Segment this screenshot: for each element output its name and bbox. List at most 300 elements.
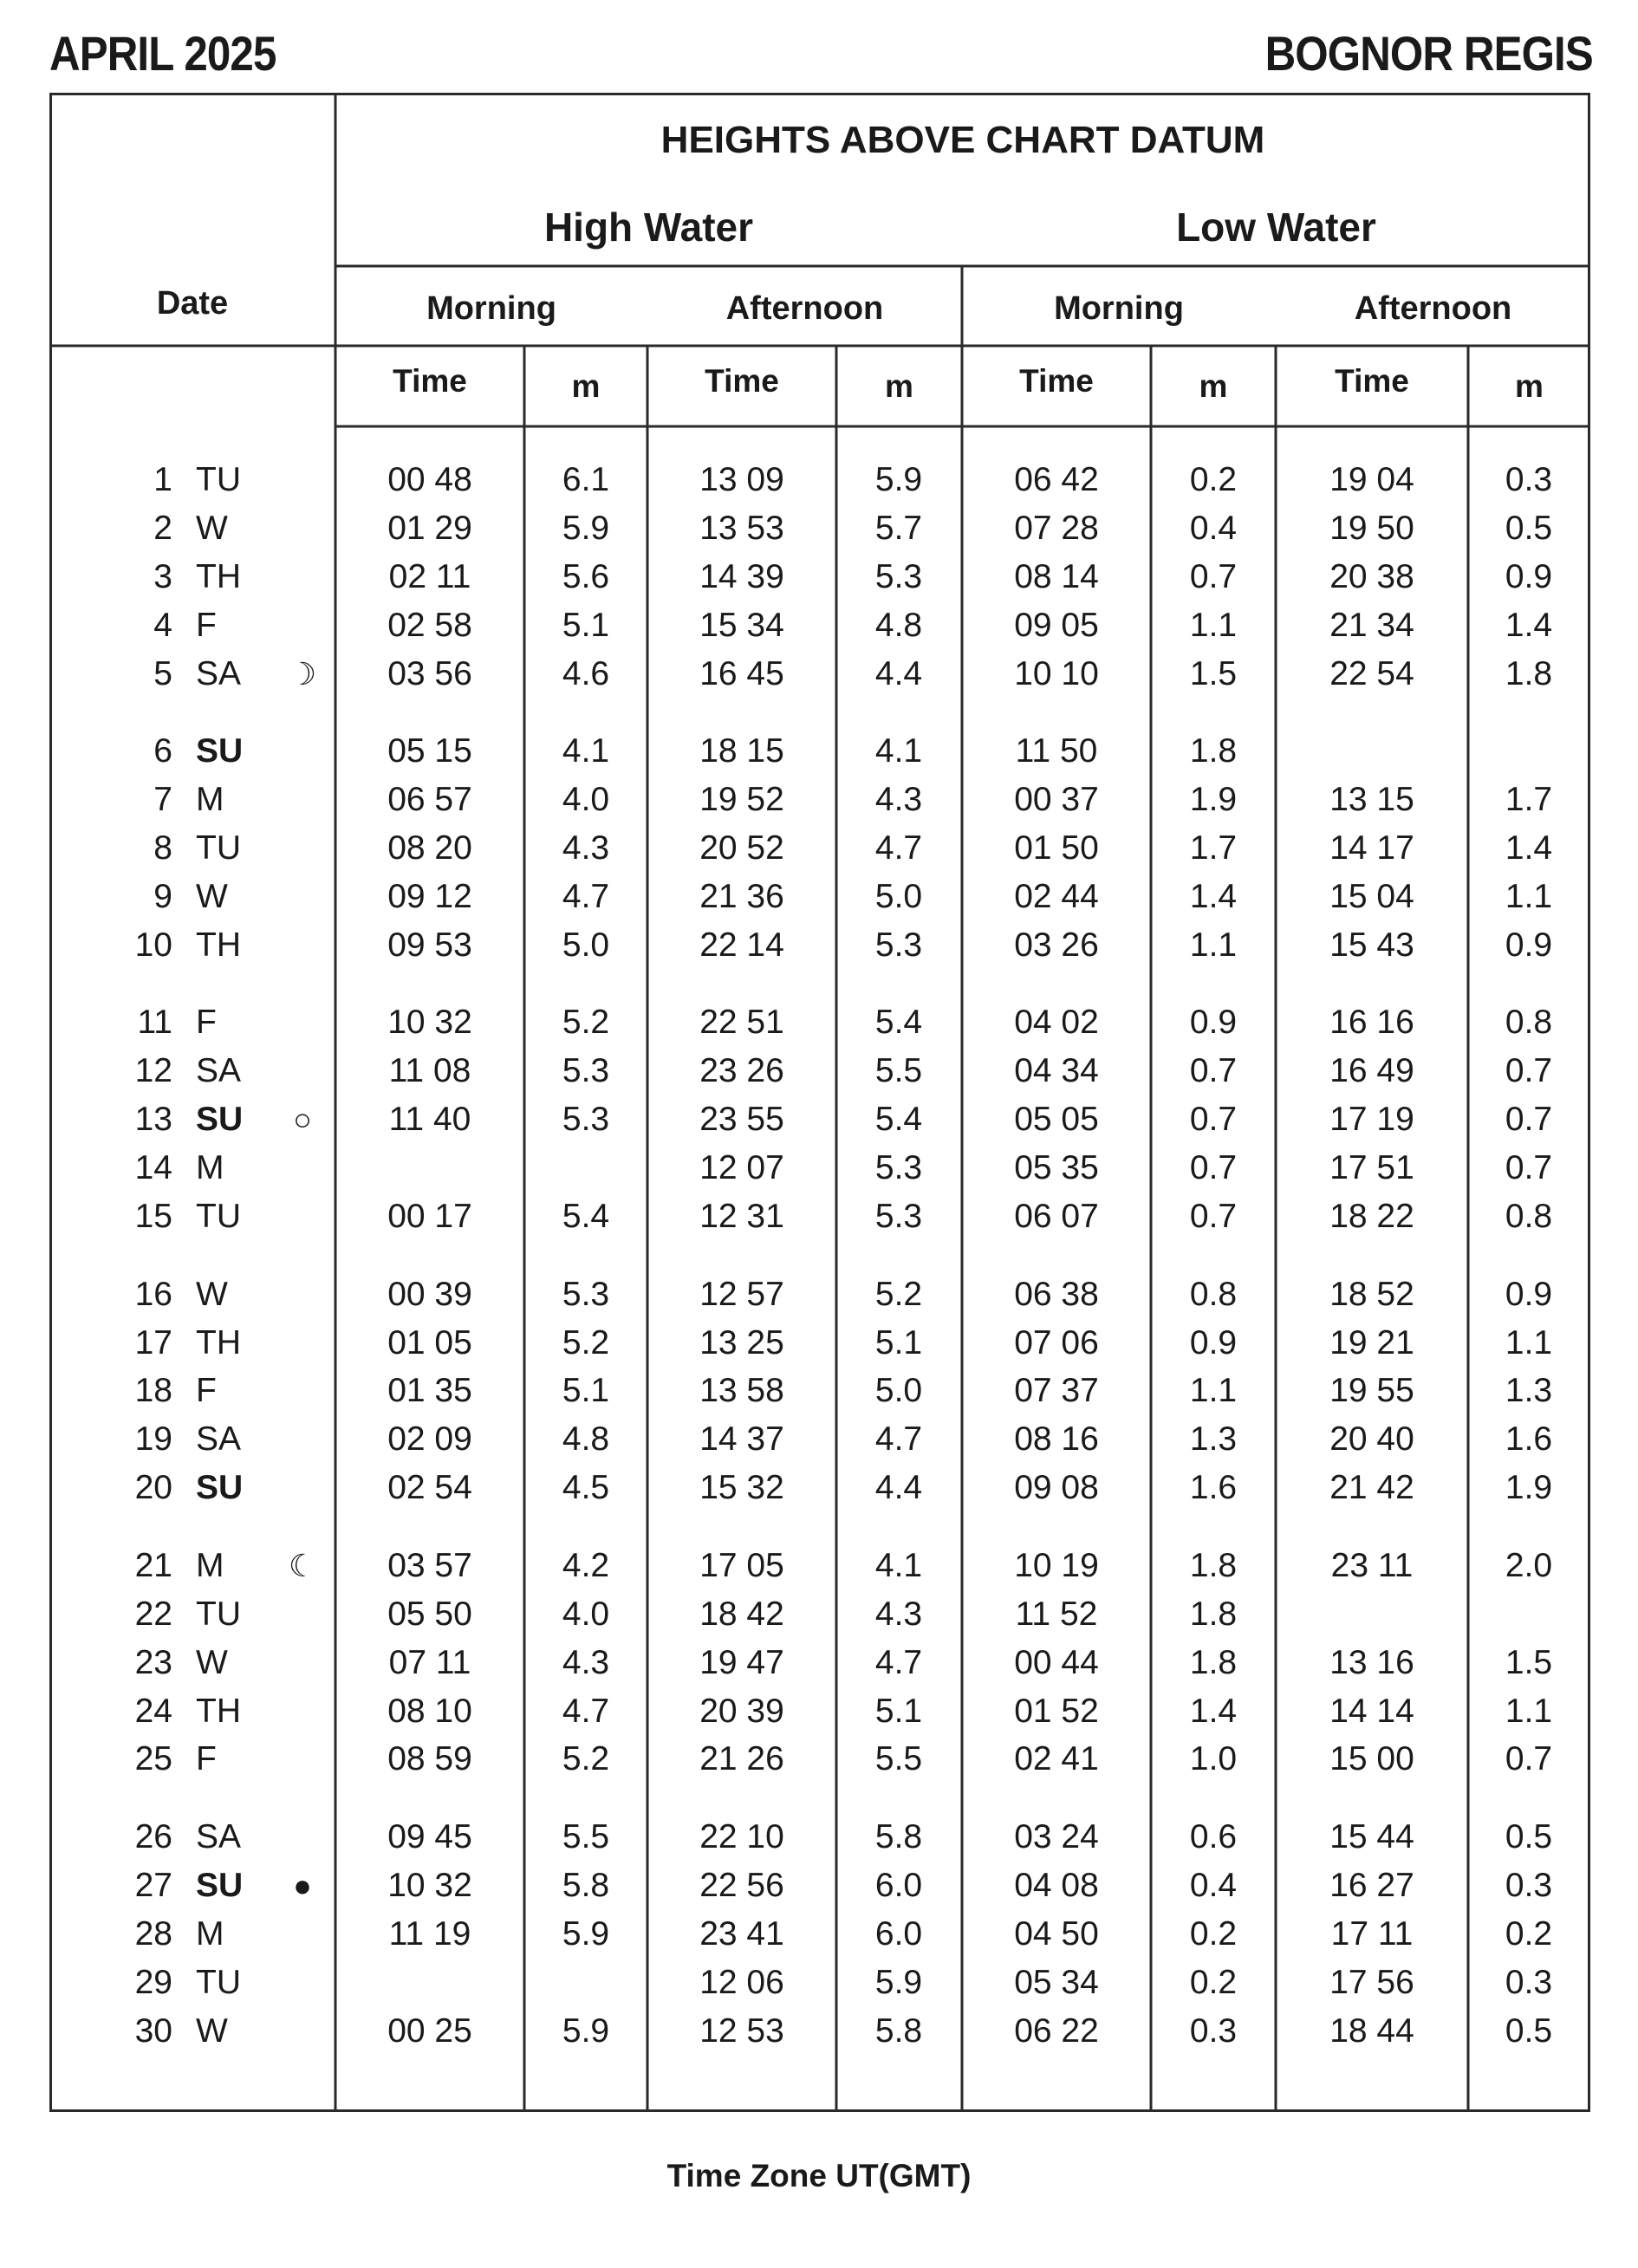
table-row — [49, 553, 1590, 601]
date-heading: Date — [156, 285, 229, 322]
hw-pm-height: 5.1 — [874, 1323, 923, 1361]
day-of-week: SU — [196, 1866, 244, 1904]
hw-pm-height: 5.0 — [874, 1372, 923, 1410]
lw-pm-time: 21 42 — [1329, 1469, 1414, 1507]
hw-am-time-heading: Time — [393, 363, 467, 399]
hw-pm-time: 20 39 — [699, 1692, 784, 1730]
lw-pm-height: 0.7 — [1505, 1101, 1553, 1139]
lw-am-height: 0.6 — [1189, 1818, 1238, 1855]
hw-pm-time-heading: Time — [705, 363, 779, 399]
table-row — [49, 601, 1590, 650]
lw-pm-time: 20 38 — [1329, 557, 1414, 595]
lw-pm-height: 1.1 — [1505, 1692, 1553, 1730]
moon-phase-icon: ○ — [293, 1102, 312, 1138]
lw-am-time: 04 02 — [1014, 1004, 1099, 1042]
day-number: 9 — [153, 877, 172, 915]
lw-am-height: 1.5 — [1189, 654, 1238, 692]
hw-morning-heading: Morning — [426, 290, 556, 327]
lw-am-time: 03 24 — [1014, 1818, 1099, 1855]
lw-pm-height: 0.9 — [1505, 557, 1553, 595]
day-of-week: W — [196, 877, 228, 915]
hw-pm-time: 13 58 — [699, 1372, 784, 1410]
hw-pm-height: 4.7 — [874, 1643, 923, 1681]
day-of-week: TU — [196, 1198, 241, 1235]
lw-pm-height: 0.8 — [1505, 1004, 1553, 1042]
day-of-week: TU — [196, 1595, 241, 1633]
lw-pm-time: 16 27 — [1329, 1866, 1414, 1904]
hw-am-height: 5.9 — [562, 1914, 610, 1953]
hw-am-height: 5.3 — [562, 1052, 610, 1090]
table-row — [49, 776, 1590, 824]
table-row — [49, 1862, 1590, 1910]
hw-pm-time: 22 51 — [699, 1004, 784, 1042]
lw-pm-height: 1.4 — [1505, 829, 1553, 867]
hw-am-time: 02 58 — [387, 606, 472, 644]
lw-am-height: 0.4 — [1189, 509, 1238, 547]
lw-pm-time: 17 56 — [1329, 1963, 1414, 2001]
hw-am-time: 05 15 — [387, 732, 472, 770]
day-number: 18 — [134, 1372, 172, 1410]
table-row — [49, 1415, 1590, 1464]
lw-pm-height: 1.9 — [1505, 1469, 1553, 1507]
hw-afternoon-heading: Afternoon — [725, 290, 884, 327]
hw-pm-height: 5.4 — [874, 1004, 923, 1042]
lw-am-height: 0.2 — [1189, 461, 1238, 498]
hw-am-height: 5.3 — [562, 1101, 610, 1139]
lw-am-time: 04 08 — [1014, 1866, 1099, 1904]
lw-am-time: 06 22 — [1014, 2011, 1099, 2050]
lw-am-time-heading: Time — [1019, 363, 1094, 399]
hw-pm-height: 6.0 — [874, 1866, 923, 1904]
hw-am-height: 5.9 — [562, 2011, 610, 2050]
lw-pm-time: 16 49 — [1329, 1052, 1414, 1090]
hw-am-height: 5.1 — [562, 606, 610, 644]
hw-am-time: 07 11 — [388, 1643, 471, 1681]
lw-am-time: 00 37 — [1014, 781, 1099, 819]
hw-am-height: 4.3 — [562, 1643, 610, 1681]
hw-am-time: 00 39 — [387, 1275, 472, 1313]
lw-pm-height: 0.5 — [1505, 1818, 1553, 1855]
table-row — [49, 1270, 1590, 1319]
hw-pm-time: 21 26 — [699, 1740, 784, 1778]
lw-pm-time: 21 34 — [1329, 606, 1414, 644]
table-row — [49, 1735, 1590, 1784]
day-of-week: SU — [196, 732, 244, 770]
hw-am-height: 4.7 — [562, 877, 610, 915]
day-number: 16 — [134, 1275, 172, 1313]
hw-am-time: 02 11 — [388, 557, 471, 595]
lw-am-m-heading: m — [1199, 368, 1228, 404]
lw-am-height: 0.4 — [1189, 1866, 1238, 1904]
day-number: 30 — [134, 2011, 172, 2050]
day-number: 29 — [134, 1963, 172, 2001]
lw-pm-time: 15 44 — [1329, 1818, 1414, 1855]
lw-pm-time: 14 17 — [1329, 829, 1414, 867]
day-number: 11 — [137, 1004, 172, 1042]
low-water-heading: Low Water — [1176, 205, 1376, 250]
lw-am-time: 00 44 — [1014, 1643, 1099, 1681]
hw-pm-time: 17 05 — [699, 1546, 784, 1584]
lw-am-height: 1.4 — [1189, 877, 1238, 915]
hw-pm-time: 12 57 — [699, 1275, 784, 1313]
hw-am-time: 05 50 — [387, 1595, 472, 1633]
day-of-week: F — [196, 1372, 217, 1410]
hw-am-time: 00 17 — [387, 1198, 472, 1235]
lw-am-height: 1.8 — [1189, 732, 1238, 770]
lw-pm-time: 19 50 — [1329, 509, 1414, 547]
day-number: 4 — [153, 606, 172, 644]
day-number: 5 — [153, 654, 172, 692]
lw-am-height: 1.3 — [1189, 1420, 1238, 1459]
lw-am-time: 04 34 — [1014, 1052, 1099, 1090]
table-row — [49, 1639, 1590, 1687]
hw-am-time: 01 29 — [387, 509, 472, 547]
table-row — [49, 2007, 1590, 2056]
hw-pm-height: 4.4 — [874, 654, 923, 692]
hw-am-height: 5.9 — [562, 509, 610, 547]
day-of-week: M — [196, 1546, 224, 1584]
day-number: 28 — [134, 1914, 172, 1953]
lw-am-time: 10 19 — [1014, 1546, 1099, 1584]
hw-pm-time: 23 41 — [699, 1914, 784, 1953]
lw-pm-time-heading: Time — [1335, 363, 1409, 399]
day-of-week: SA — [196, 1052, 242, 1090]
lw-pm-height: 0.3 — [1505, 1866, 1553, 1904]
hw-pm-time: 19 47 — [699, 1643, 784, 1681]
hw-am-time: 11 40 — [388, 1101, 471, 1139]
lw-pm-height: 1.3 — [1505, 1372, 1553, 1410]
hw-am-height: 4.6 — [562, 654, 610, 692]
hw-am-time: 00 25 — [387, 2011, 472, 2050]
day-of-week: SA — [196, 1818, 242, 1855]
table-row — [49, 1047, 1590, 1095]
table-row — [49, 727, 1590, 776]
hw-pm-height: 5.8 — [874, 1818, 923, 1855]
hw-pm-height: 5.3 — [874, 1198, 923, 1235]
lw-pm-height: 0.9 — [1505, 926, 1553, 964]
lw-am-height: 0.7 — [1189, 1052, 1238, 1090]
day-number: 14 — [134, 1149, 172, 1187]
hw-am-height: 4.0 — [562, 1595, 610, 1633]
lw-am-height: 1.4 — [1189, 1692, 1238, 1730]
hw-am-time: 10 32 — [387, 1004, 472, 1042]
lw-pm-height: 0.8 — [1505, 1198, 1553, 1235]
hw-am-time: 02 54 — [387, 1469, 472, 1507]
hw-am-height: 5.4 — [562, 1198, 610, 1235]
hw-am-time: 09 45 — [387, 1818, 472, 1855]
day-number: 3 — [153, 557, 172, 595]
day-of-week: M — [196, 781, 224, 819]
lw-pm-time: 19 55 — [1329, 1372, 1414, 1410]
hw-pm-time: 14 37 — [699, 1420, 784, 1459]
lw-pm-height: 1.4 — [1505, 606, 1553, 644]
day-number: 12 — [134, 1052, 172, 1090]
lw-am-time: 11 52 — [1015, 1595, 1098, 1633]
moon-phase-icon: ☽ — [288, 655, 317, 692]
table-row — [49, 1464, 1590, 1512]
lw-pm-height: 0.7 — [1505, 1149, 1553, 1187]
lw-am-height: 1.7 — [1189, 829, 1238, 867]
lw-am-height: 0.8 — [1189, 1275, 1238, 1313]
hw-pm-time: 21 36 — [699, 877, 784, 915]
hw-pm-time: 13 25 — [699, 1323, 784, 1361]
lw-am-time: 02 44 — [1014, 877, 1099, 915]
hw-pm-time: 14 39 — [699, 557, 784, 595]
day-number: 20 — [134, 1469, 172, 1507]
lw-am-height: 1.8 — [1189, 1595, 1238, 1633]
hw-pm-time: 18 15 — [699, 732, 784, 770]
hw-pm-height: 5.0 — [874, 877, 923, 915]
hw-am-height: 5.8 — [562, 1866, 610, 1904]
table-row — [49, 1542, 1590, 1590]
hw-pm-height: 5.9 — [874, 1963, 923, 2001]
day-of-week: TU — [196, 461, 241, 498]
day-of-week: SU — [196, 1101, 244, 1139]
lw-pm-height: 1.1 — [1505, 1323, 1553, 1361]
lw-pm-m-heading: m — [1515, 368, 1544, 404]
month-title: APRIL 2025 — [49, 26, 276, 81]
hw-am-time: 09 53 — [387, 926, 472, 964]
hw-pm-time: 13 09 — [699, 461, 784, 498]
lw-am-time: 09 08 — [1014, 1469, 1099, 1507]
day-number: 1 — [153, 461, 172, 498]
table-row — [49, 1813, 1590, 1862]
lw-am-time: 01 50 — [1014, 829, 1099, 867]
lw-am-time: 11 50 — [1015, 732, 1098, 770]
day-of-week: W — [196, 509, 228, 547]
hw-pm-height: 5.3 — [874, 926, 923, 964]
lw-am-height: 0.7 — [1189, 557, 1238, 595]
lw-am-height: 0.2 — [1189, 1963, 1238, 2001]
lw-am-height: 0.9 — [1189, 1004, 1238, 1042]
hw-am-time: 11 08 — [388, 1052, 471, 1090]
lw-pm-height: 1.5 — [1505, 1643, 1553, 1681]
hw-am-height: 5.2 — [562, 1740, 610, 1778]
day-of-week: M — [196, 1914, 224, 1953]
hw-pm-time: 23 55 — [699, 1101, 784, 1139]
hw-am-height: 5.5 — [562, 1818, 610, 1855]
hw-am-height: 5.1 — [562, 1372, 610, 1410]
lw-pm-time: 14 14 — [1329, 1692, 1414, 1730]
hw-pm-height: 5.2 — [874, 1275, 923, 1313]
hw-pm-height: 4.3 — [874, 1595, 923, 1633]
hw-pm-height: 4.7 — [874, 829, 923, 867]
hw-pm-height: 4.1 — [874, 732, 923, 770]
lw-am-height: 0.3 — [1189, 2011, 1238, 2050]
lw-morning-heading: Morning — [1054, 290, 1184, 327]
lw-pm-height: 0.3 — [1505, 461, 1553, 498]
day-number: 6 — [153, 732, 172, 770]
hw-am-time: 10 32 — [387, 1866, 472, 1904]
hw-pm-height: 4.8 — [874, 606, 923, 644]
day-number: 26 — [134, 1818, 172, 1855]
table-row — [49, 1192, 1590, 1241]
lw-am-height: 1.1 — [1189, 1372, 1238, 1410]
table-row — [49, 650, 1590, 699]
tide-table — [49, 93, 1590, 2112]
day-of-week: W — [196, 1643, 228, 1681]
lw-am-time: 05 34 — [1014, 1963, 1099, 2001]
hw-am-height: 4.0 — [562, 781, 610, 819]
lw-pm-time: 20 40 — [1329, 1420, 1414, 1459]
day-of-week: W — [196, 1275, 228, 1313]
lw-pm-time: 22 54 — [1329, 654, 1414, 692]
hw-pm-time: 12 53 — [699, 2011, 784, 2050]
hw-pm-time: 22 14 — [699, 926, 784, 964]
lw-pm-time: 13 16 — [1329, 1643, 1414, 1681]
table-row — [49, 1367, 1590, 1415]
lw-pm-time: 23 11 — [1330, 1546, 1414, 1584]
table-title: HEIGHTS ABOVE CHART DATUM — [660, 119, 1265, 161]
hw-am-time: 08 59 — [387, 1740, 472, 1778]
lw-am-height: 1.1 — [1189, 606, 1238, 644]
moon-phase-icon: ● — [293, 1867, 312, 1903]
hw-am-height: 6.1 — [562, 461, 610, 498]
hw-am-time: 06 57 — [387, 781, 472, 819]
hw-am-height: 5.6 — [562, 557, 610, 595]
lw-am-height: 1.1 — [1189, 926, 1238, 964]
day-number: 13 — [134, 1101, 172, 1139]
lw-pm-time: 18 44 — [1329, 2011, 1414, 2050]
lw-afternoon-heading: Afternoon — [1354, 290, 1512, 327]
lw-am-height: 0.7 — [1189, 1101, 1238, 1139]
day-of-week: TH — [196, 926, 241, 964]
lw-pm-time: 19 21 — [1329, 1323, 1414, 1361]
hw-pm-height: 5.8 — [874, 2011, 923, 2050]
hw-pm-height: 4.3 — [874, 781, 923, 819]
lw-pm-height: 1.7 — [1505, 781, 1553, 819]
hw-pm-time: 19 52 — [699, 781, 784, 819]
hw-am-height: 4.2 — [562, 1546, 610, 1584]
hw-am-height: 5.2 — [562, 1323, 610, 1361]
lw-pm-height: 0.5 — [1505, 509, 1553, 547]
table-row — [49, 1687, 1590, 1736]
hw-pm-height: 5.3 — [874, 1149, 923, 1187]
hw-pm-time: 16 45 — [699, 654, 784, 692]
lw-pm-time: 18 52 — [1329, 1275, 1414, 1313]
hw-am-height: 4.5 — [562, 1469, 610, 1507]
hw-pm-time: 15 32 — [699, 1469, 784, 1507]
day-number: 25 — [134, 1740, 172, 1778]
lw-am-height: 1.6 — [1189, 1469, 1238, 1507]
hw-pm-height: 4.1 — [874, 1546, 923, 1584]
day-number: 7 — [153, 781, 172, 819]
lw-pm-time: 16 16 — [1329, 1004, 1414, 1042]
lw-pm-time: 17 51 — [1329, 1149, 1414, 1187]
lw-am-time: 07 28 — [1014, 509, 1099, 547]
day-of-week: TU — [196, 829, 241, 867]
lw-pm-time: 13 15 — [1329, 781, 1414, 819]
lw-pm-time: 17 11 — [1330, 1914, 1414, 1953]
hw-pm-time: 13 53 — [699, 509, 784, 547]
table-row — [49, 1319, 1590, 1368]
table-row — [49, 873, 1590, 921]
lw-pm-time: 15 43 — [1329, 926, 1414, 964]
high-water-heading: High Water — [543, 205, 754, 250]
lw-am-time: 06 07 — [1014, 1198, 1099, 1235]
day-of-week: F — [196, 606, 217, 644]
hw-pm-height: 5.7 — [874, 509, 923, 547]
lw-pm-height: 1.8 — [1505, 654, 1553, 692]
lw-am-height: 1.9 — [1189, 781, 1238, 819]
day-number: 24 — [134, 1692, 172, 1730]
lw-pm-time: 19 04 — [1329, 461, 1414, 498]
lw-am-time: 09 05 — [1014, 606, 1099, 644]
hw-pm-height: 5.5 — [874, 1740, 923, 1778]
lw-pm-height: 0.7 — [1505, 1740, 1553, 1778]
lw-am-time: 02 41 — [1014, 1740, 1099, 1778]
day-of-week: TH — [196, 1323, 241, 1361]
hw-am-height: 4.7 — [562, 1692, 610, 1730]
day-number: 8 — [153, 829, 172, 867]
day-number: 23 — [134, 1643, 172, 1681]
lw-am-time: 10 10 — [1014, 654, 1099, 692]
hw-am-time: 01 05 — [387, 1323, 472, 1361]
day-of-week: W — [196, 2011, 228, 2050]
hw-pm-time: 12 31 — [699, 1198, 784, 1235]
hw-am-time: 00 48 — [387, 461, 472, 498]
timezone-note: Time Zone UT(GMT) — [666, 2158, 972, 2193]
hw-am-time: 11 19 — [388, 1914, 471, 1953]
day-of-week: M — [196, 1149, 224, 1187]
hw-pm-time: 20 52 — [699, 829, 784, 867]
table-row — [49, 1095, 1590, 1144]
hw-am-time: 08 10 — [387, 1692, 472, 1730]
lw-am-height: 0.9 — [1189, 1323, 1238, 1361]
day-number: 10 — [134, 926, 172, 964]
lw-pm-time: 17 19 — [1329, 1101, 1414, 1139]
hw-pm-time: 15 34 — [699, 606, 784, 644]
hw-am-time: 03 56 — [387, 654, 472, 692]
hw-pm-m-heading: m — [885, 368, 913, 404]
hw-am-height: 4.3 — [562, 829, 610, 867]
table-row — [49, 1910, 1590, 1959]
lw-pm-time: 15 04 — [1329, 877, 1414, 915]
hw-am-time: 03 57 — [387, 1546, 472, 1584]
lw-am-time: 05 05 — [1014, 1101, 1099, 1139]
lw-am-time: 07 06 — [1014, 1323, 1099, 1361]
day-number: 2 — [153, 509, 172, 547]
lw-am-height: 1.0 — [1189, 1740, 1238, 1778]
lw-am-height: 1.8 — [1189, 1643, 1238, 1681]
lw-pm-height: 0.2 — [1505, 1914, 1553, 1953]
hw-pm-time: 12 06 — [699, 1963, 784, 2001]
table-row — [49, 504, 1590, 553]
lw-am-time: 08 14 — [1014, 557, 1099, 595]
hw-pm-height: 4.4 — [874, 1469, 923, 1507]
hw-am-time: 09 12 — [387, 877, 472, 915]
hw-am-time: 08 20 — [387, 829, 472, 867]
hw-am-height: 5.0 — [562, 926, 610, 964]
day-of-week: TU — [196, 1963, 241, 2001]
lw-pm-height: 1.6 — [1505, 1420, 1553, 1459]
lw-pm-time: 15 00 — [1329, 1740, 1414, 1778]
day-number: 19 — [134, 1420, 172, 1459]
lw-am-time: 05 35 — [1014, 1149, 1099, 1187]
hw-pm-time: 23 26 — [699, 1052, 784, 1090]
day-number: 21 — [134, 1546, 172, 1584]
lw-am-height: 0.7 — [1189, 1198, 1238, 1235]
lw-am-height: 1.8 — [1189, 1546, 1238, 1584]
lw-pm-height: 0.7 — [1505, 1052, 1553, 1090]
day-of-week: TH — [196, 1692, 241, 1730]
day-of-week: F — [196, 1740, 217, 1778]
moon-phase-icon: ☾ — [288, 1547, 317, 1583]
hw-pm-time: 22 10 — [699, 1818, 784, 1855]
lw-am-time: 06 38 — [1014, 1275, 1099, 1313]
hw-pm-height: 5.5 — [874, 1052, 923, 1090]
day-number: 15 — [134, 1198, 172, 1235]
